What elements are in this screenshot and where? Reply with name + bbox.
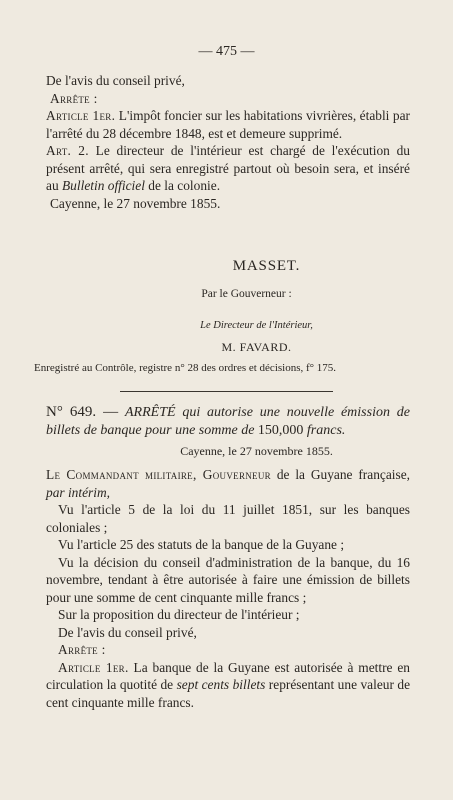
- act-date: Cayenne, le 27 novembre 1855.: [50, 195, 221, 211]
- de-lavis-paragraph: De l'avis du conseil privé,: [58, 624, 197, 640]
- article-1-label-2: Article 1er.: [58, 659, 129, 675]
- act-649-amount: 150,000: [257, 423, 304, 438]
- article-2-label: Art. 2.: [46, 143, 89, 158]
- commandant-label: Le Commandant militaire, Gouverneur: [46, 467, 271, 482]
- act-475-block: [46, 72, 410, 212]
- de-la-guyane: de la Guyane française,: [276, 467, 411, 482]
- act-649-title-b: billets de banque pour une somme de: [46, 423, 255, 438]
- enregistre-line: Enregistré au Contrôle, registre n° 28 des ordres et décisions, f° 175.: [34, 362, 337, 374]
- par-interim: par intérim,: [46, 484, 110, 500]
- act-649-date: Cayenne, le 27 novembre 1855.: [180, 444, 333, 458]
- article-1-text-a: La banque de la Guyane est autorisée à mettre en circulation la quotité de: [46, 659, 411, 692]
- vu-decision-paragraph: Vu la décision du conseil d'administration de la banque, du 16 novembre, tendant à être autorisée à faire une émission de billets pour une somme de cent cinquante mille francs ;: [46, 554, 410, 605]
- article-2-text: Le directeur de l'intérieur est chargé de l'exécution du présent arrêté, qui sera enregistré partout où besoin sera, et inséré au: [46, 143, 411, 193]
- article-1-text-b: représentant une valeur de cent cinquante mille francs.: [46, 677, 411, 710]
- act-649-title-block: [46, 403, 410, 440]
- arrete-heading: Arrête :: [50, 90, 98, 106]
- commandant-paragraph: [46, 466, 410, 501]
- sept-cents-billets: sept cents billets: [176, 677, 266, 692]
- section-divider: [120, 391, 333, 392]
- bulletin-officiel: Bulletin officiel: [62, 178, 145, 193]
- act-649-number: N° 649. —: [46, 404, 119, 420]
- article-1-text: L'impôt foncier sur les habitations vivrières, établi par l'arrêté du 28 décembre 1848, est et demeure supprimé.: [46, 108, 410, 141]
- act-649-body: [46, 466, 410, 711]
- article-1-label: Article 1er.: [46, 108, 116, 123]
- signature-masset: MASSET.: [232, 258, 301, 274]
- de-lavis-line: De l'avis du conseil privé,: [46, 73, 185, 88]
- directeur-interieur: Le Directeur de l'Intérieur,: [200, 320, 313, 331]
- act-649-title: [46, 403, 410, 440]
- article-1-paragraph: [46, 107, 410, 142]
- article-2-paragraph: [46, 142, 410, 195]
- article-2-end: de la colonie.: [148, 178, 221, 193]
- par-le-gouverneur: Par le Gouverneur :: [201, 288, 292, 300]
- sur-proposition-paragraph: Sur la proposition du directeur de l'intérieur ;: [58, 607, 300, 622]
- act-649-title-a: ARRÊTÉ qui autorise une nouvelle émission de: [125, 405, 410, 420]
- article-1-paragraph-2: [46, 659, 410, 712]
- act-649-title-c: francs.: [306, 423, 346, 438]
- vu-loi-paragraph: Vu l'article 5 de la loi du 11 juillet 1851, sur les banques coloniales ;: [46, 502, 410, 535]
- arrete-heading-2: Arrête :: [58, 642, 106, 657]
- page-number: — 475 —: [198, 44, 255, 59]
- vu-statuts-paragraph: Vu l'article 25 des statuts de la banque de la Guyane ;: [58, 537, 345, 552]
- favard-name: M. FAVARD.: [221, 340, 292, 354]
